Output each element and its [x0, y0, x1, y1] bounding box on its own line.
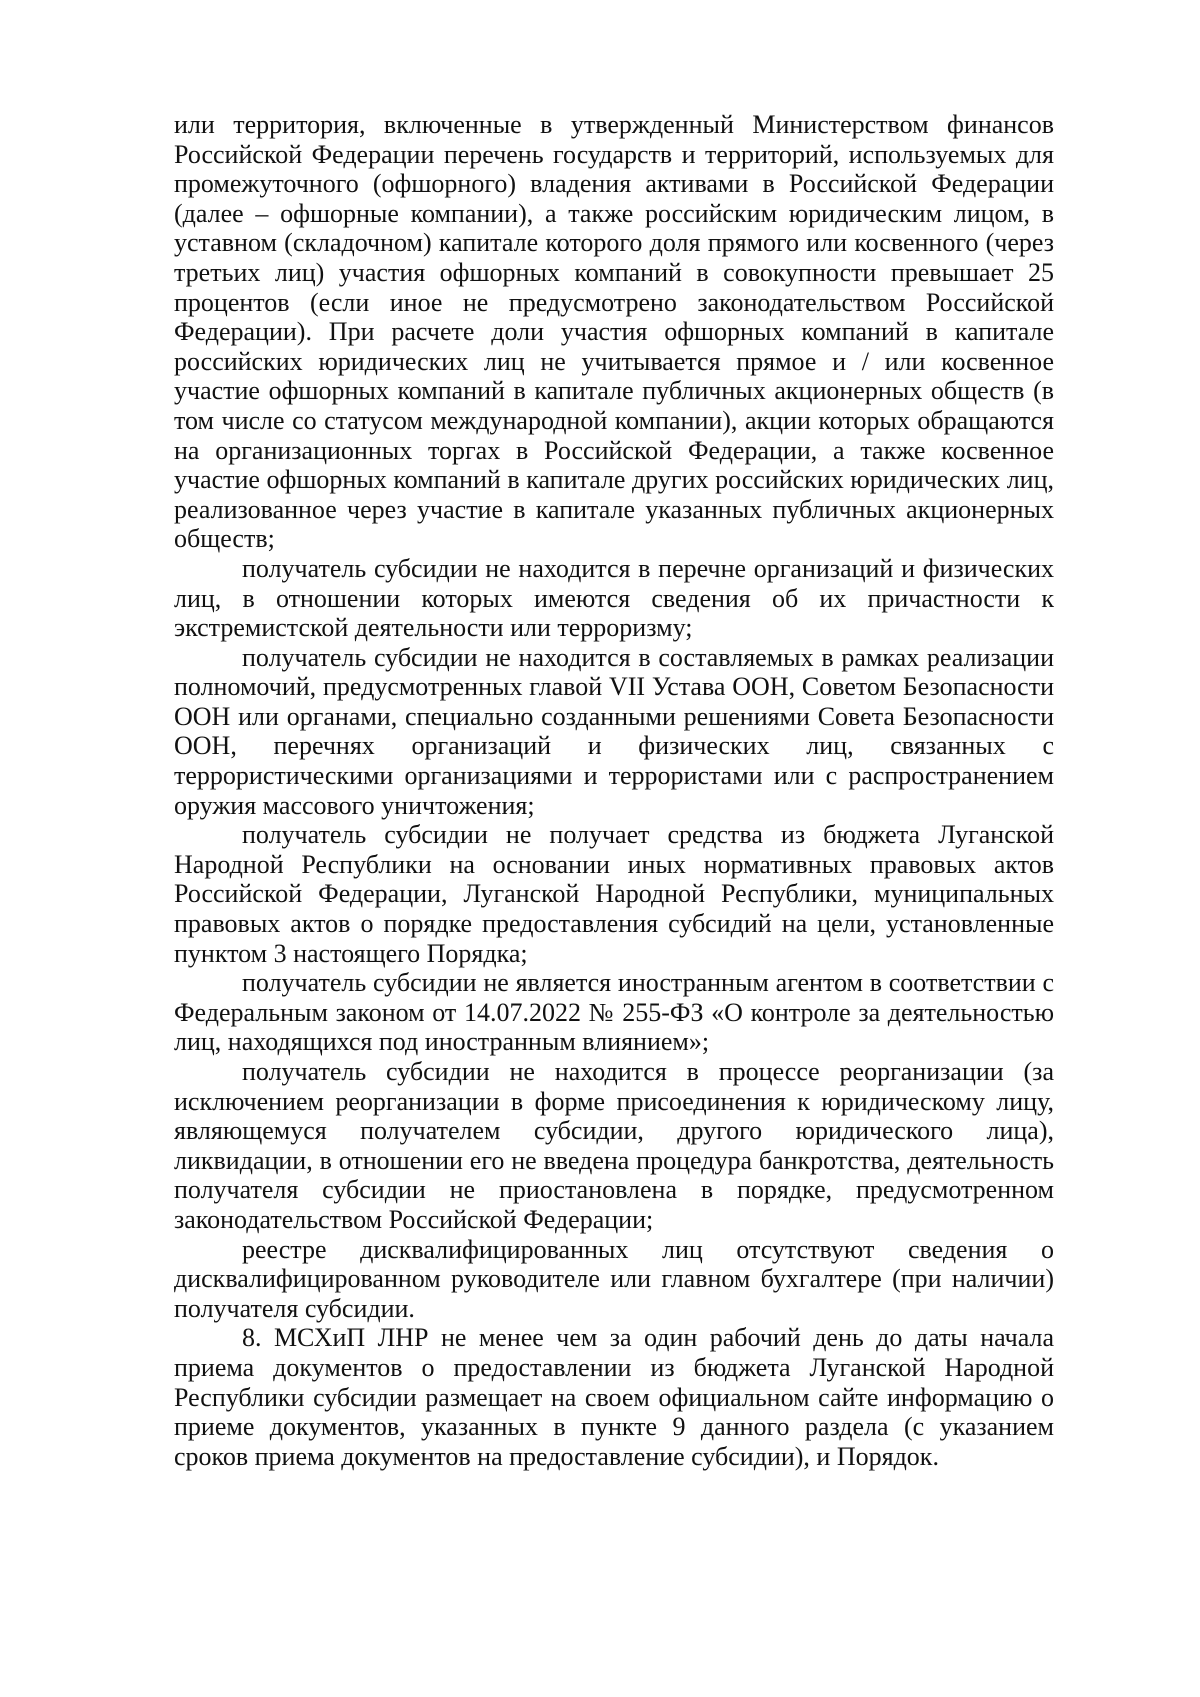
paragraph-item-8: 8. МСХиП ЛНР не менее чем за один рабочий день до даты начала приема документов о предоставлении из бюджета Луганской Народной Республики субсидии размещает на своем официальном сайте информацию о приеме документов, указанных в пункте 9 данного раздела (с указанием сроков приема документов на предоставление субсидии), и Порядок. — [174, 1323, 1054, 1471]
paragraph-offshore-companies: или территория, включенные в утвержденный Министерством финансов Российской Федерации перечень государств и территорий, используемых для промежуточного (офшорного) владения активами в Российской Федерации (далее – офшорные компании), а также российским юридическим лицом, в уставном (складочном) капитале которого доля прямого или косвенного (через третьих лиц) участия офшорных компаний в совокупности превышает 25 процентов (если иное не предусмотрено законодательством Российской Федерации). При расчете доли участия офшорных компаний в капитале российских юридических лиц не учитывается прямое и / или косвенное участие офшорных компаний в капитале публичных акционерных обществ (в том числе со статусом международной компании), акции которых обращаются на организационных торгах в Российской Федерации, а также косвенное участие офшорных компаний в капитале других российских юридических лиц, реализованное через участие в капитале указанных публичных акционерных обществ; — [174, 110, 1054, 554]
document-page — [174, 110, 1054, 1471]
paragraph-extremism-list: получатель субсидии не находится в перечне организаций и физических лиц, в отношении которых имеются сведения об их причастности к экстремистской деятельности или терроризму; — [174, 553, 1054, 643]
paragraph-un-security-council-list: получатель субсидии не находится в составляемых в рамках реализации полномочий, предусмотренных главой VII Устава ООН, Советом Безопасности ООН или органами, специально созданными решениями Совета Безопасности ООН, перечнях организаций и физических лиц, связанных с террористическими организациями и террористами или с распространением оружия массового уничтожения; — [174, 642, 1054, 820]
paragraph-other-budget-funds: получатель субсидии не получает средства из бюджета Луганской Народной Республики на основании иных нормативных правовых актов Российской Федерации, Луганской Народной Республики, муниципальных правовых актов о порядке предоставления субсидий на цели, установленные пунктом 3 настоящего Порядка; — [174, 820, 1054, 968]
paragraph-disqualified-registry: реестре дисквалифицированных лиц отсутствуют сведения о дисквалифицированном руководителе или главном бухгалтере (при наличии) получателя субсидии. — [174, 1234, 1054, 1323]
paragraph-reorganization: получатель субсидии не находится в процессе реорганизации (за исключением реорганизации в форме присоединения к юридическому лицу, являющемуся получателем субсидии, другого юридического лица), ликвидации, в отношении его не введена процедура банкротства, деятельность получателя субсидии не приостановлена в порядке, предусмотренном законодательством Российской Федерации; — [174, 1057, 1054, 1234]
paragraph-foreign-agent: получатель субсидии не является иностранным агентом в соответствии с Федеральным законом от 14.07.2022 № 255-ФЗ «О контроле за деятельностью лиц, находящихся под иностранным влиянием»; — [174, 968, 1054, 1057]
